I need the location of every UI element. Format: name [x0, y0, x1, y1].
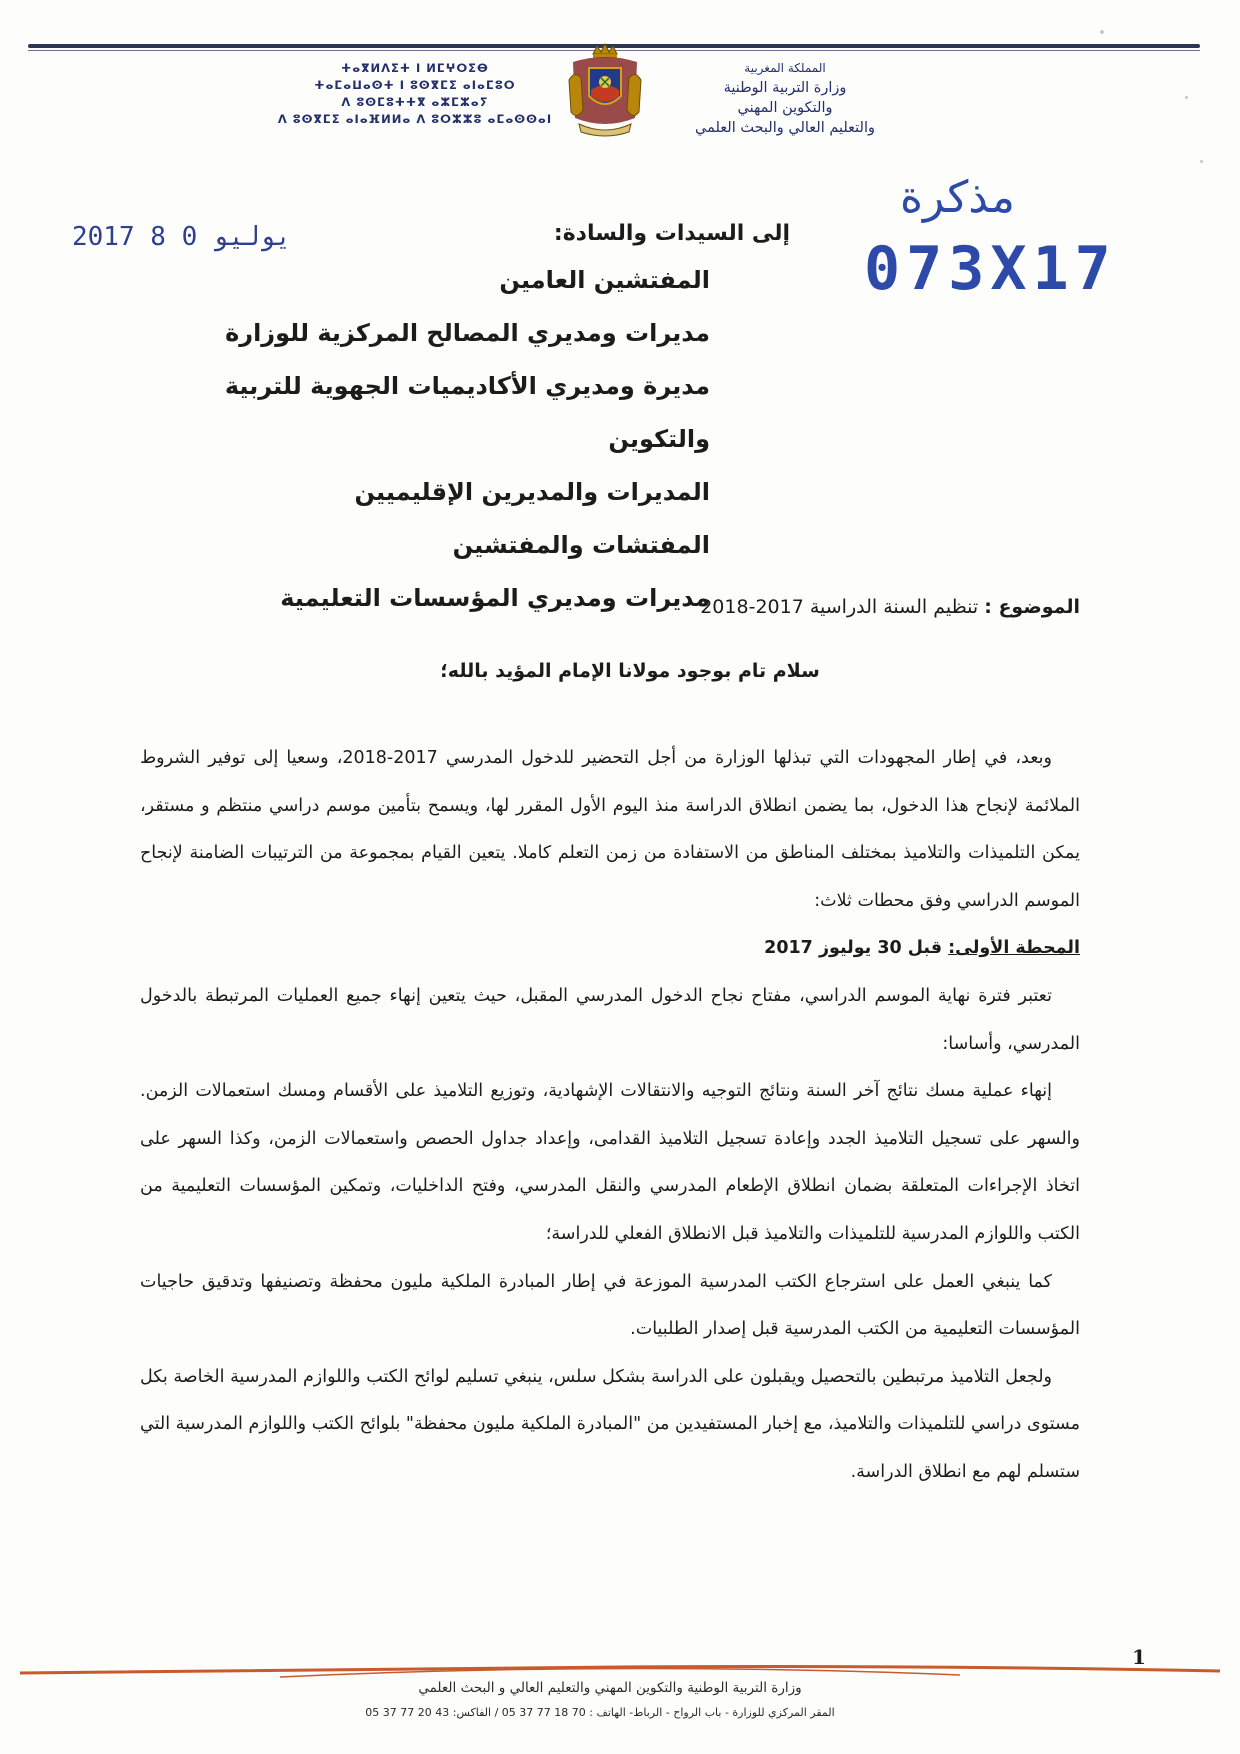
tifinagh-line: ⵜⴰⵎⴰⵡⴰⵙⵜ ⵏ ⵓⵙⴳⵎⵉ ⴰⵏⴰⵎⵓⵔ	[314, 78, 516, 92]
tifinagh-line: ⴷ ⵓⵙⵎⵓⵜⵜⴳ ⴰⵣⵎⵣⴰⵢ	[341, 95, 489, 109]
scan-speck	[1100, 30, 1104, 34]
tifinagh-ministry-name	[250, 60, 580, 128]
subject-label: الموضوع :	[984, 596, 1080, 618]
body-paragraph: إنهاء عملية مسك نتائج آخر السنة ونتائج التوجيه والانتقالات الإشهادية، وتوزيع التلاميذ على الأقسام ومسك استعمالات الزمن. والسهر على تسجيل التلاميذ الجدد وإعادة تسجيل التلاميذ القدامى، وإعداد جداول الحصص واستعمالات الزمن، وكذا السهر على اتخاذ الإجراءات المتعلقة بضمان انطلاق الإطعام المدرسي والنقل المدرسي، وفتح الداخليات، وتمكين المؤسسات التعليمية من الكتب واللوازم المدرسية للتلميذات والتلاميذ قبل الانطلاق الفعلي للدراسة؛	[140, 1081, 1080, 1244]
moroccan-coat-of-arms-icon	[565, 40, 645, 140]
tifinagh-line: ⵜⴰⴳⵍⴷⵉⵜ ⵏ ⵍⵎⵖⵔⵉⴱ	[341, 61, 489, 75]
recipient-item: مديرة ومديري الأكاديميات الجهوية للتربية والتكوين	[224, 372, 710, 453]
body-paragraph-intro: وبعد، في إطار المجهودات التي تبذلها الوزارة من أجل التحضير للدخول المدرسي 2017-2018، وسعيا إلى توفير الشروط الملائمة لإنجاح هذا الدخول، بما يضمن انطلاق الدراسة منذ اليوم الأول المقرر لها، ويسمح بتأمين موسم دراسي منتظم و مستقر، يمكن التلميذات والتلاميذ بمختلف المناطق من الاستفادة من زمن التعلم كاملا. يتعين القيام بمجموعة من الترتيبات الضامنة لإنجاح الموسم الدراسي وفق محطات ثلاث:	[140, 748, 1080, 911]
station-date: قبل 30 يوليوز 2017	[764, 938, 943, 959]
ministry-line: والتعليم العالي والبحث العلمي	[695, 120, 875, 136]
recipient-item: المديرات والمديرين الإقليميين	[354, 478, 710, 506]
ministry-line: وزارة التربية الوطنية	[723, 80, 847, 96]
scan-speck	[1185, 96, 1188, 99]
recipient-item: المفتشات والمفتشين	[452, 531, 710, 559]
memo-label-stamp: مذكرة	[900, 172, 1015, 223]
body-paragraph: ولجعل التلاميذ مرتبطين بالتحصيل ويقبلون على الدراسة بشكل سلس، ينبغي تسليم لوائح الكتب واللوازم المدرسية الخاصة بكل مستوى دراسي للتلميذات والتلاميذ، مع إخبار المستفيدين من "المبادرة الملكية مليون محفظة" بلوائح الكتب واللوازم المدرسية التي ستسلم لهم مع انطلاق الدراسة.	[140, 1366, 1080, 1482]
tifinagh-line: ⴷ ⵓⵙⴳⵎⵉ ⴰⵏⴰⴼⵍⵍⴰ ⴷ ⵓⵔⵣⵣⵓ ⴰⵎⴰⵙⵙⴰⵏ	[277, 112, 553, 126]
kingdom-name: المملكة المغربية	[744, 61, 826, 75]
recipients-heading: إلى السيدات والسادة:	[553, 221, 790, 246]
recipient-item: مديرات ومديري المصالح المركزية للوزارة	[225, 319, 710, 347]
station-name: المحطة الأولى:	[948, 938, 1080, 959]
subject-line	[100, 596, 1080, 618]
ministry-line: والتكوين المهني	[737, 100, 833, 116]
scan-speck	[1200, 160, 1203, 163]
recipient-item: المفتشين العامين	[499, 266, 710, 294]
ministry-name-arabic	[650, 58, 920, 138]
body-paragraph: تعتبر فترة نهاية الموسم الدراسي، مفتاح نجاح الدخول المدرسي المقبل، حيث يتعين إنهاء جميع العمليات المرتبطة بالدخول المدرسي، وأساسا:	[140, 985, 1080, 1054]
memo-body	[140, 735, 1080, 1497]
footer-ministry-name: وزارة التربية الوطنية والتكوين المهني والتعليم العالي و البحث العلمي	[418, 1680, 802, 1696]
memo-number-stamp: 073X17	[864, 234, 1117, 304]
recipient-item: مديرات ومديري المؤسسات التعليمية	[280, 584, 710, 612]
salutation: سلام تام بوجود مولانا الإمام المؤيد بالله؛	[440, 660, 820, 682]
body-paragraph: كما ينبغي العمل على استرجاع الكتب المدرسية الموزعة في إطار المبادرة الملكية مليون محفظة وتصنيفها وتدقيق حاجيات المؤسسات التعليمية من الكتب المدرسية قبل إصدار الطلبيات.	[140, 1271, 1080, 1340]
recipients-block	[140, 214, 790, 625]
page-number: 1	[1132, 1645, 1146, 1669]
subject-text: تنظيم السنة الدراسية 2017-2018	[700, 596, 979, 618]
date-stamp: 2017 يوليو 0 8	[72, 222, 292, 252]
footer-contact-info: المقر المركزي للوزارة - باب الرواح - الرباط- الهاتف : 70 18 77 37 05 / الفاكس: 43 20 77 37 05	[365, 1706, 835, 1719]
station-heading	[140, 925, 1080, 973]
